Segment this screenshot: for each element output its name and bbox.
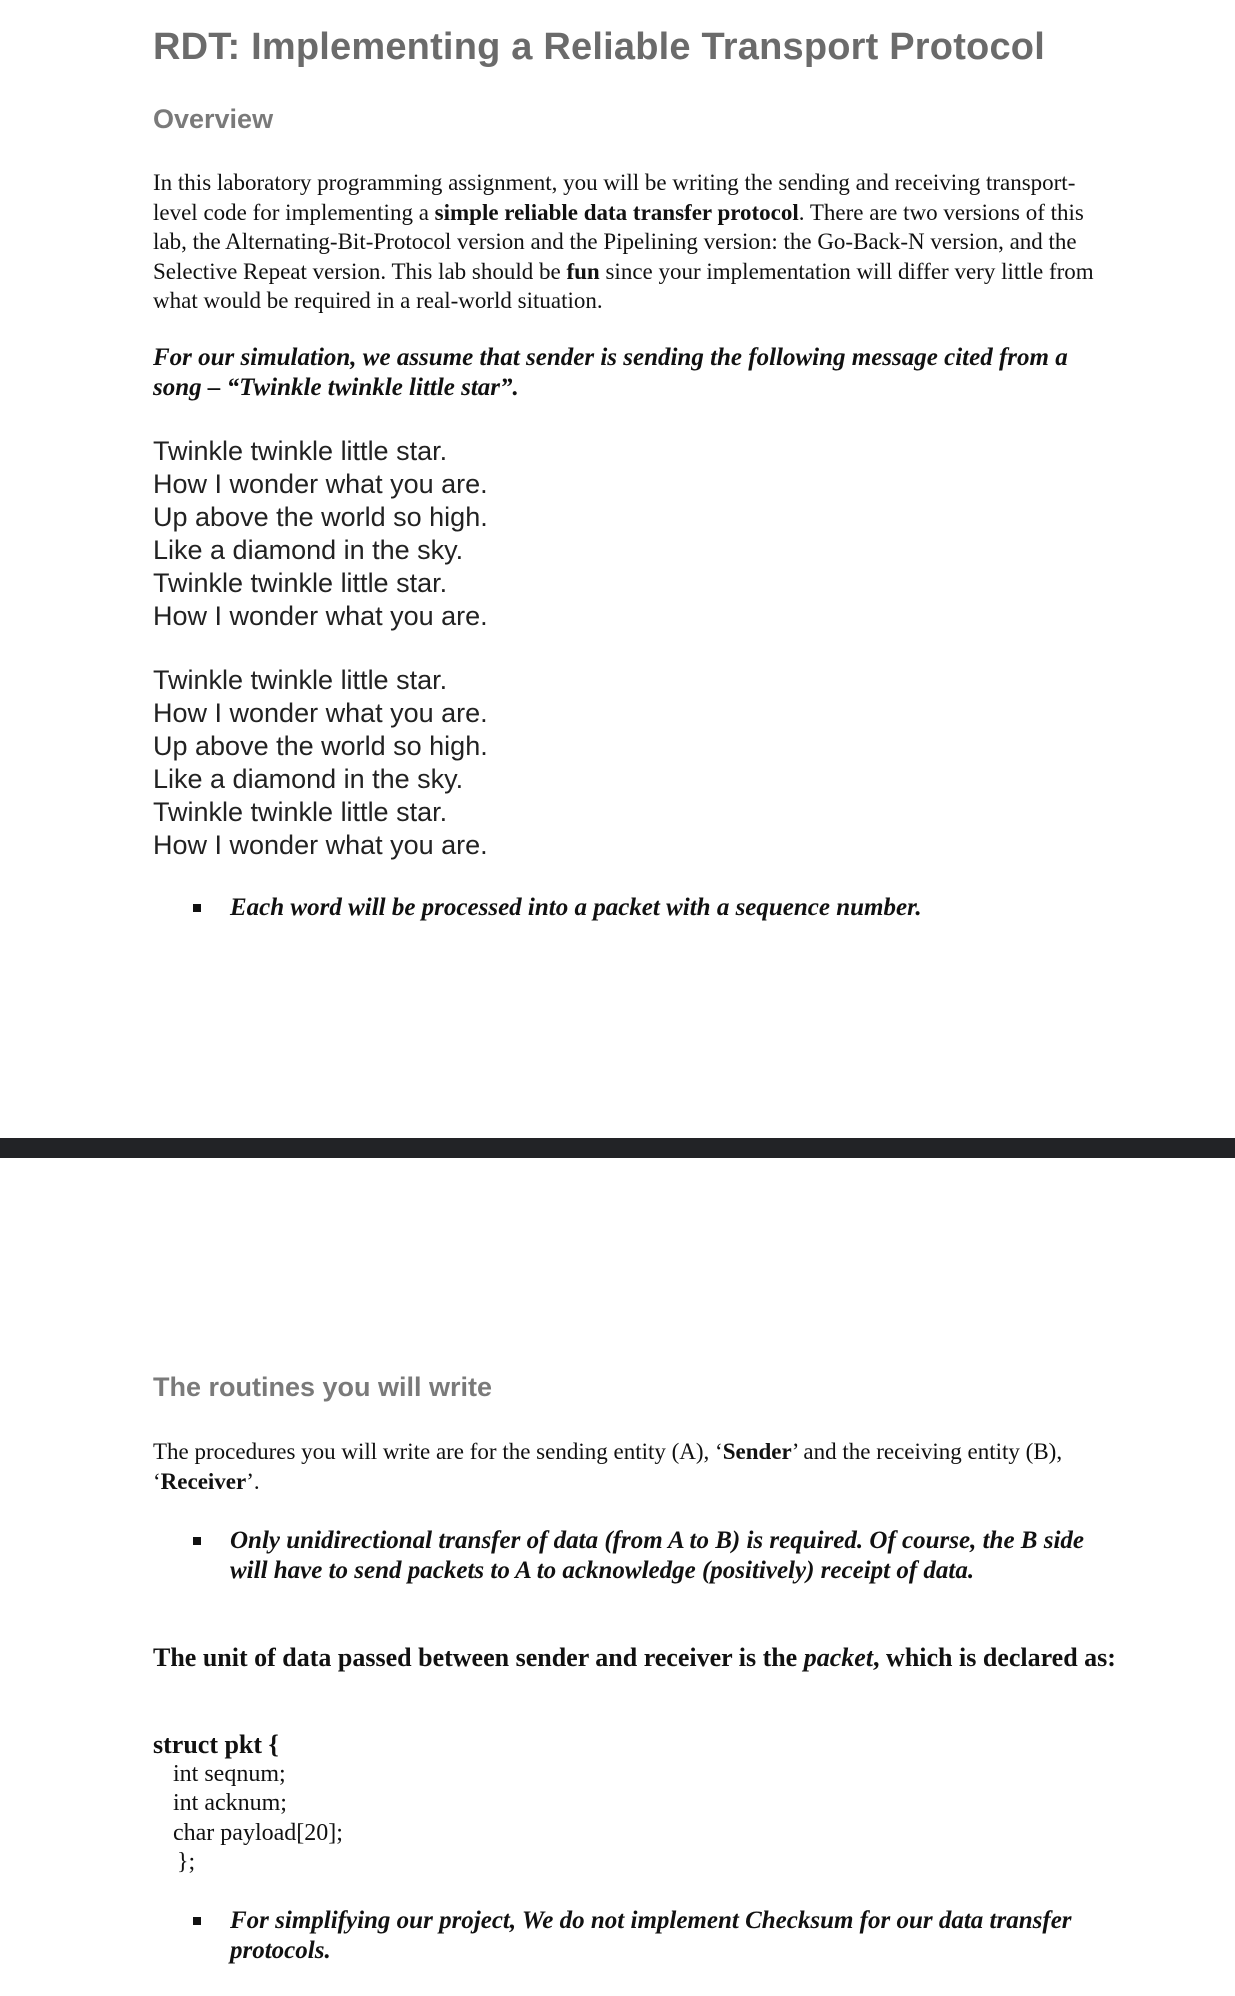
intro-text-2: . There are two versions of this lab, the Alternating-Bit-Protocol version and the Pipelining version: the Go-Back-N version, and the Selective Repeat version. This lab should be [153,199,1084,284]
lyrics-verse-2 [153,664,1113,862]
unit-italic-packet: packet [803,1643,874,1672]
document-page-2 [0,1158,1235,1996]
intro-text-3: since your implementation will differ very little from what would be required in a real-world situation. [153,258,1094,313]
struct-header: struct pkt { [153,1730,279,1759]
simulation-note [153,343,1083,403]
routines-heading: The routines you will write [153,1372,493,1402]
lyric-line: Up above the world so high. [153,731,488,761]
lyric-line: How I wonder what you are. [153,698,488,728]
lyric-line: Up above the world so high. [153,502,488,532]
unit-text-1: The unit of data passed between sender and receiver is the [153,1643,804,1672]
bullet-square-icon [193,904,201,912]
routines-paragraph [153,1437,1093,1496]
lyric-line: Twinkle twinkle little star. [153,797,448,827]
document-title: RDT: Implementing a Reliable Transport Protocol [153,26,1045,68]
overview-section [153,104,1113,135]
routines-text-2: ’ and the receiving entity (B), ‘ [153,1439,1063,1494]
intro-paragraph [153,168,1103,316]
bullet-text: For simplifying our project, We do not implement Checksum for our data transfer protocols. [230,1907,1072,1964]
lyric-line: How I wonder what you are. [153,830,488,860]
lyric-line: Twinkle twinkle little star. [153,436,448,466]
page-divider [0,1138,1235,1158]
bullet-text: Only unidirectional transfer of data (from A to B) is required. Of course, the B side will have to send packets to A to acknowledge (positively) receipt of data. [230,1527,1084,1584]
bullet-square-icon [193,1917,201,1925]
routines-text-3: ’. [246,1468,260,1494]
struct-close: }; [177,1849,196,1875]
routines-text-1: The procedures you will write are for the sending entity (A), ‘ [153,1439,723,1464]
intro-bold-fun: fun [566,258,600,284]
routines-bold-receiver: Receiver [160,1468,247,1494]
struct-field: int seqnum; [173,1760,286,1787]
lyric-line: Twinkle twinkle little star. [153,665,448,695]
lyric-line: Like a diamond in the sky. [153,535,464,565]
lyric-line: Twinkle twinkle little star. [153,568,448,598]
intro-text-1: In this laboratory programming assignment, you will be writing the sending and receiving transport-level code for implementing a [153,170,1076,225]
routines-bold-sender: Sender [722,1439,792,1464]
overview-heading: Overview [153,104,274,134]
bullet-square-icon [193,1537,201,1545]
struct-declaration [153,1730,1113,1878]
lyric-line: How I wonder what you are. [153,469,488,499]
unit-text-2: , which is declared as: [873,1643,1116,1672]
routines-section [153,1372,1113,1403]
intro-bold-protocol: simple reliable data transfer protocol [434,199,799,225]
unit-paragraph [153,1643,1123,1673]
lyrics-verse-1 [153,435,1113,633]
struct-field: char payload[20]; [173,1819,343,1846]
struct-field: int acknum; [173,1790,287,1816]
lyric-line: Like a diamond in the sky. [153,764,464,794]
lyric-line: How I wonder what you are. [153,601,488,631]
bullet-text: Each word will be processed into a packet with a sequence number. [230,894,922,921]
simulation-note-text: For our simulation, we assume that sender is sending the following message cited from a song – “Twinkle twinkle little star”. [153,344,1068,401]
